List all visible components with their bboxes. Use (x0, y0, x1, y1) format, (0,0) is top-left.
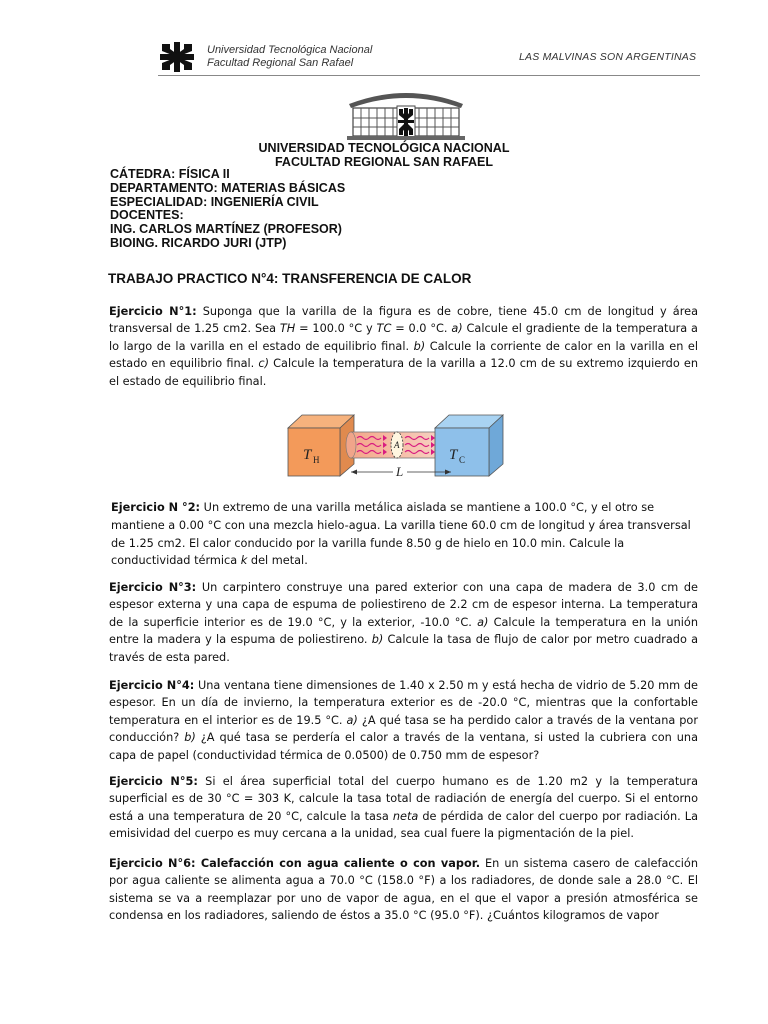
exercise-6-heading: Calefacción con agua caliente o con vapor. (195, 857, 481, 870)
exercise-1-text: Suponga que la varilla de la figura es de cobre, tiene 45.0 cm de longitud y área transversal de 1.25 cm2. Sea (109, 305, 699, 336)
exercise-3-part-a: a) (477, 615, 489, 629)
info-line-docentes: DOCENTES: (110, 208, 184, 223)
exercise-1-part-c: c) (258, 357, 270, 371)
area-label: A (394, 440, 400, 450)
exercise-3-part-b: b) (371, 633, 384, 647)
exercise-6-label: Ejercicio N°6: (109, 857, 196, 870)
exercise-6-text: En un sistema casero de calefacción por agua caliente se alimenta agua a 70.0 °C (158.0 °F) a los radiadores, de donde sale a 28.0 °C. El sistema se va a reemplazar por uno de vapor de agua, en el que el vapor a presión atmosférica se condensa en los radiadores, saliendo de éstos a 35.0 °C (95.0 °F). ¿Cuántos kilogramos de vapor (109, 857, 698, 923)
assignment-title: TRABAJO PRACTICO N°4: TRANSFERENCIA DE CALOR (108, 271, 472, 286)
exercise-2-k: k (240, 554, 248, 568)
exercise-1 (109, 303, 698, 390)
exercise-3 (109, 579, 698, 666)
hot-block (288, 428, 340, 476)
info-line-departamento: DEPARTAMENTO: MATERIAS BÁSICAS (110, 180, 346, 195)
rod-end (346, 432, 356, 458)
header-institution (207, 44, 372, 69)
university-building-emblem (345, 86, 467, 142)
utn-logo-icon (160, 42, 194, 72)
exercise-5-text: Si el área superficial total del cuerpo humano es de 1.20 m2 y la temperatura superficial es de 30 °C = 303 K, calcule la tasa total de radiación de energía del cuerpo. Si el entorno está a una temperatura de 20 °C, calcule la tasa (109, 775, 698, 823)
exercise-1-label: Ejercicio N°1: (109, 305, 197, 318)
info-line-especialidad: ESPECIALIDAD: INGENIERÍA CIVIL (110, 194, 319, 209)
exercise-5-label: Ejercicio N°5: (109, 775, 198, 788)
exercise-2 (111, 499, 696, 570)
exercise-4-text: Una ventana tiene dimensiones de 1.40 x 2.50 m y está hecha de vidrio de 5.20 mm de espesor. En un día de invierno, la temperatura exterior es de -20.0 °C, mientras que la confortable temperatura en el interior es de 19.5 °C. (109, 679, 699, 727)
exercise-1-th: TH (279, 322, 296, 336)
exercise-1-part-b: b) (413, 339, 426, 353)
faculty-title: FACULTAD REGIONAL SAN RAFAEL (274, 155, 494, 169)
exercise-5-text: de pérdida de calor del cuerpo por radiación. La emisividad del cuerpo es muy cercana a la unidad, sea cual fuere la pigmentación de la piel. (109, 809, 698, 841)
exercise-5-neta: neta (392, 809, 419, 823)
exercise-4-text: ¿A qué tasa se perdería el calor a través de la ventana, si usted la cubriera con una capa de papel (conductividad térmica de 0.0500) de 0.750 mm de espesor? (109, 731, 698, 762)
exercise-2-text: del metal. (247, 554, 308, 568)
exercise-3-text: Calcule la tasa de flujo de calor por metro cuadrado a través de esta pared. (109, 633, 699, 664)
exercise-4-text: ¿A qué tasa se ha perdido calor a través de la ventana por conducción? (109, 713, 698, 745)
heat-conduction-figure (285, 414, 515, 488)
exercise-3-label: Ejercicio N°3: (109, 581, 197, 594)
header-institution-line1: Universidad Tecnológica Nacional (207, 44, 373, 56)
hot-temperature-label: T (303, 447, 312, 463)
exercise-3-text: Un carpintero construye una pared exterior con una capa de madera de 3.0 cm de espesor externa y una capa de espuma de poliestireno de 2.2 cm de espesor interna. La temperatura de la superficie interior es de 19.0 °C, y la exterior, -10.0 °C. (109, 581, 699, 629)
exercise-5 (109, 773, 698, 843)
header-institution-line2: Facultad Regional San Rafael (207, 56, 354, 69)
exercise-4-part-b: b) (184, 731, 196, 745)
info-line-jtp: BIOING. RICARDO JURI (JTP) (110, 235, 287, 250)
exercise-4 (109, 677, 698, 764)
exercise-2-text: Un extremo de una varilla metálica aislada se mantiene a 100.0 °C, y el otro se mantiene a 0.00 °C con una mezcla hielo-agua. La varilla tiene 60.0 cm de longitud y área transversal de 1.25 cm2. El calor conducido por la varilla funde 8.50 g de hielo en 10.0 min. Calcule la conductividad térmica (111, 501, 691, 568)
rod-diagram (285, 414, 515, 488)
course-info (110, 168, 345, 251)
cold-block (435, 428, 489, 476)
cold-temperature-subscript: C (459, 455, 466, 465)
exercise-6 (109, 855, 698, 925)
exercise-4-part-a: a) (346, 713, 358, 727)
exercise-1-part-a: a) (451, 322, 463, 336)
length-arrow-left (351, 470, 357, 475)
hot-temperature-subscript: H (313, 455, 320, 465)
header-divider (158, 75, 700, 76)
exercise-1-text: Calcule la temperatura de la varilla a 12.0 cm de su extremo izquierdo en el estado de equilibrio final. (109, 357, 698, 388)
exercise-4-label: Ejercicio N°4: (109, 679, 195, 692)
exercise-3-text: Calcule la temperatura en la unión entre la madera y la espuma de poliestireno. (109, 615, 698, 647)
cold-temperature-label: T (449, 447, 458, 463)
exercise-1-text: Calcule el gradiente de la temperatura a lo largo de la varilla en el estado de equilibrio final. (109, 322, 698, 353)
university-title: UNIVERSIDAD TECNOLÓGICA NACIONAL (258, 141, 510, 155)
header-slogan: LAS MALVINAS SON ARGENTINAS (519, 51, 697, 63)
exercise-1-text: = 0.0 °C. (391, 322, 452, 336)
length-label: L (396, 464, 404, 479)
exercise-1-text: = 100.0 °C y (295, 322, 377, 336)
exercise-1-text: Calcule la corriente de calor en la varilla en el estado en equilibrio final. (109, 339, 699, 371)
exercise-1-tc: TC (376, 322, 392, 336)
info-line-profesor: ING. CARLOS MARTÍNEZ (PROFESOR) (110, 222, 342, 237)
exercise-2-label: Ejercicio N °2: (111, 501, 201, 514)
info-line-catedra: CÁTEDRA: FÍSICA II (110, 167, 230, 181)
